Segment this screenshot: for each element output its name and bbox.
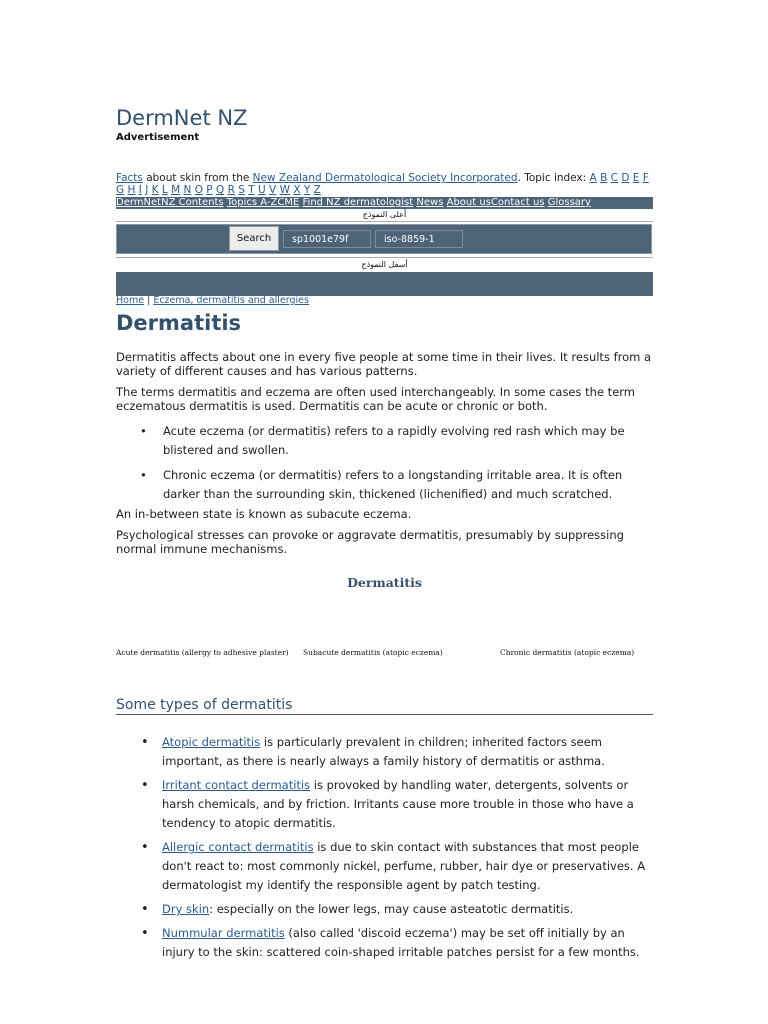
nav-topics[interactable]: Topics A-Z <box>226 197 278 208</box>
divider <box>116 221 653 222</box>
header-band <box>116 272 653 296</box>
list-item-text: is particularly prevalent in children; inherited factors seem important, as there is nearly always a family history of dermatitis or asthma. <box>162 735 605 768</box>
dermatitis-types-list <box>116 733 656 967</box>
letter-p[interactable]: P <box>206 184 213 196</box>
site-title: DermNet NZ <box>116 106 248 130</box>
letter-u[interactable]: U <box>258 184 266 196</box>
hidden-field-encoding: iso-8859-1 <box>375 230 463 248</box>
list-item-text: (also called 'discoid eczema') may be set off initially by an injury to the skin: scattered coin-shaped irritable patches persist for a few months. <box>162 926 640 959</box>
section-heading: Some types of dermatitis <box>116 697 653 715</box>
intro-paragraph-1: Dermatitis affects about one in every five people at some time in their lives. It results from a variety of different causes and has various patterns. <box>116 350 652 378</box>
letter-g[interactable]: G <box>116 184 125 196</box>
list-item <box>116 733 656 771</box>
letter-c[interactable]: C <box>610 172 618 184</box>
list-item <box>116 776 656 833</box>
eczema-list <box>116 422 656 510</box>
list-item <box>116 900 656 919</box>
letter-j[interactable]: J <box>145 184 149 196</box>
list-item <box>116 466 656 504</box>
nav-find-dermatologist[interactable]: Find NZ dermatologist <box>302 197 414 208</box>
caption-acute: Acute dermatitis (allergy to adhesive plaster) <box>116 648 289 657</box>
nav-about[interactable]: About us <box>446 197 491 208</box>
letter-b[interactable]: B <box>600 172 608 184</box>
list-item <box>116 924 656 962</box>
page-title: Dermatitis <box>116 311 242 335</box>
nav-glossary[interactable]: Glossary <box>547 197 591 208</box>
breadcrumb <box>116 295 309 306</box>
letter-z[interactable]: Z <box>313 184 321 196</box>
letter-x[interactable]: X <box>293 184 301 196</box>
divider <box>116 257 653 258</box>
letter-y[interactable]: Y <box>303 184 311 196</box>
nav-cme[interactable]: CME <box>277 197 300 208</box>
bullet-icon: • <box>140 424 147 438</box>
bullet-icon: • <box>140 468 147 482</box>
facts-link[interactable]: Facts <box>116 172 143 184</box>
list-item-text: Chronic eczema (or dermatitis) refers to a longstanding irritable area. It is often darker than the surrounding skin, thickened (lichenified) and much scratched. <box>163 468 623 501</box>
letter-q[interactable]: Q <box>215 184 225 196</box>
intro-paragraph-2: The terms dermatitis and eczema are often used interchangeably. In some cases the term eczematous dermatitis is used. Dermatitis can be acute or chronic or both. <box>116 385 635 413</box>
letter-a[interactable]: A <box>589 172 597 184</box>
bullet-icon: • <box>141 840 149 855</box>
letter-t[interactable]: T <box>248 184 255 196</box>
list-item-text: is provoked by handling water, detergents, solvents or harsh chemicals, and by friction. Irritants cause more trouble in those who have a tendency to atopic dermatitis. <box>162 778 634 830</box>
list-item-text: : especially on the lower legs, may cause asteatotic dermatitis. <box>209 902 574 916</box>
nav-news[interactable]: News <box>416 197 444 208</box>
caption-chronic: Chronic dermatitis (atopic eczema) <box>500 648 635 657</box>
main-nav <box>116 197 653 209</box>
bullet-icon: • <box>141 902 149 917</box>
letter-l[interactable]: L <box>161 184 168 196</box>
psych-paragraph: Psychological stresses can provoke or aggravate dermatitis, presumably by suppressing normal immune mechanisms. <box>116 528 624 556</box>
letter-e[interactable]: E <box>632 172 640 184</box>
letter-d[interactable]: D <box>621 172 630 184</box>
irritant-dermatitis-link[interactable]: Irritant contact dermatitis <box>162 778 311 792</box>
hidden-field-id: sp1001e79f <box>283 230 371 248</box>
form-top-label: أعلى النموذج <box>362 210 407 219</box>
breadcrumb-separator: | <box>144 295 154 306</box>
list-item <box>116 422 656 460</box>
letter-h[interactable]: H <box>127 184 136 196</box>
letter-m[interactable]: M <box>171 184 181 196</box>
letter-k[interactable]: K <box>151 184 159 196</box>
nummular-dermatitis-link[interactable]: Nummular dermatitis <box>162 926 285 940</box>
breadcrumb-section[interactable]: Eczema, dermatitis and allergies <box>153 295 309 306</box>
letter-r[interactable]: R <box>227 184 235 196</box>
topic-index-label: . Topic index: <box>517 172 590 184</box>
society-link[interactable]: New Zealand Dermatological Society Incorporated <box>252 172 518 184</box>
letter-n[interactable]: N <box>183 184 192 196</box>
nav-contact[interactable]: Contact us <box>490 197 545 208</box>
facts-line <box>116 172 656 196</box>
list-item-text: Acute eczema (or dermatitis) refers to a rapidly evolving red rash which may be blistered and swollen. <box>163 424 625 457</box>
search-input[interactable] <box>119 229 231 251</box>
letter-s[interactable]: S <box>238 184 245 196</box>
allergic-dermatitis-link[interactable]: Allergic contact dermatitis <box>162 840 314 854</box>
bullet-icon: • <box>141 778 149 793</box>
subacute-paragraph: An in-between state is known as subacute eczema. <box>116 507 412 521</box>
list-item <box>116 838 656 895</box>
advertisement-label: Advertisement <box>116 132 200 143</box>
dry-skin-link[interactable]: Dry skin <box>162 902 210 916</box>
bullet-icon: • <box>141 735 149 750</box>
form-bottom-label: أسفل النموذج <box>361 260 408 269</box>
letter-o[interactable]: O <box>194 184 203 196</box>
atopic-dermatitis-link[interactable]: Atopic dermatitis <box>162 735 261 749</box>
letter-i[interactable]: I <box>138 184 142 196</box>
letter-f[interactable]: F <box>642 172 649 184</box>
facts-text: about skin from the <box>142 172 253 184</box>
search-button[interactable]: Search <box>229 226 279 251</box>
nav-contents[interactable]: DermNetNZ Contents <box>116 197 224 208</box>
breadcrumb-home[interactable]: Home <box>116 295 145 306</box>
letter-v[interactable]: V <box>269 184 277 196</box>
caption-subacute: Subacute dermatitis (atopic eczema) <box>303 648 443 657</box>
figure-title: Dermatitis <box>347 575 422 590</box>
search-bar <box>116 224 652 254</box>
bullet-icon: • <box>141 926 149 941</box>
letter-w[interactable]: W <box>279 184 290 196</box>
list-item-text: is due to skin contact with substances that most people don't react to: most commonly nickel, perfume, rubber, hair dye or preservatives. A dermatologist my identify the responsible agent by patch testing. <box>162 840 646 892</box>
